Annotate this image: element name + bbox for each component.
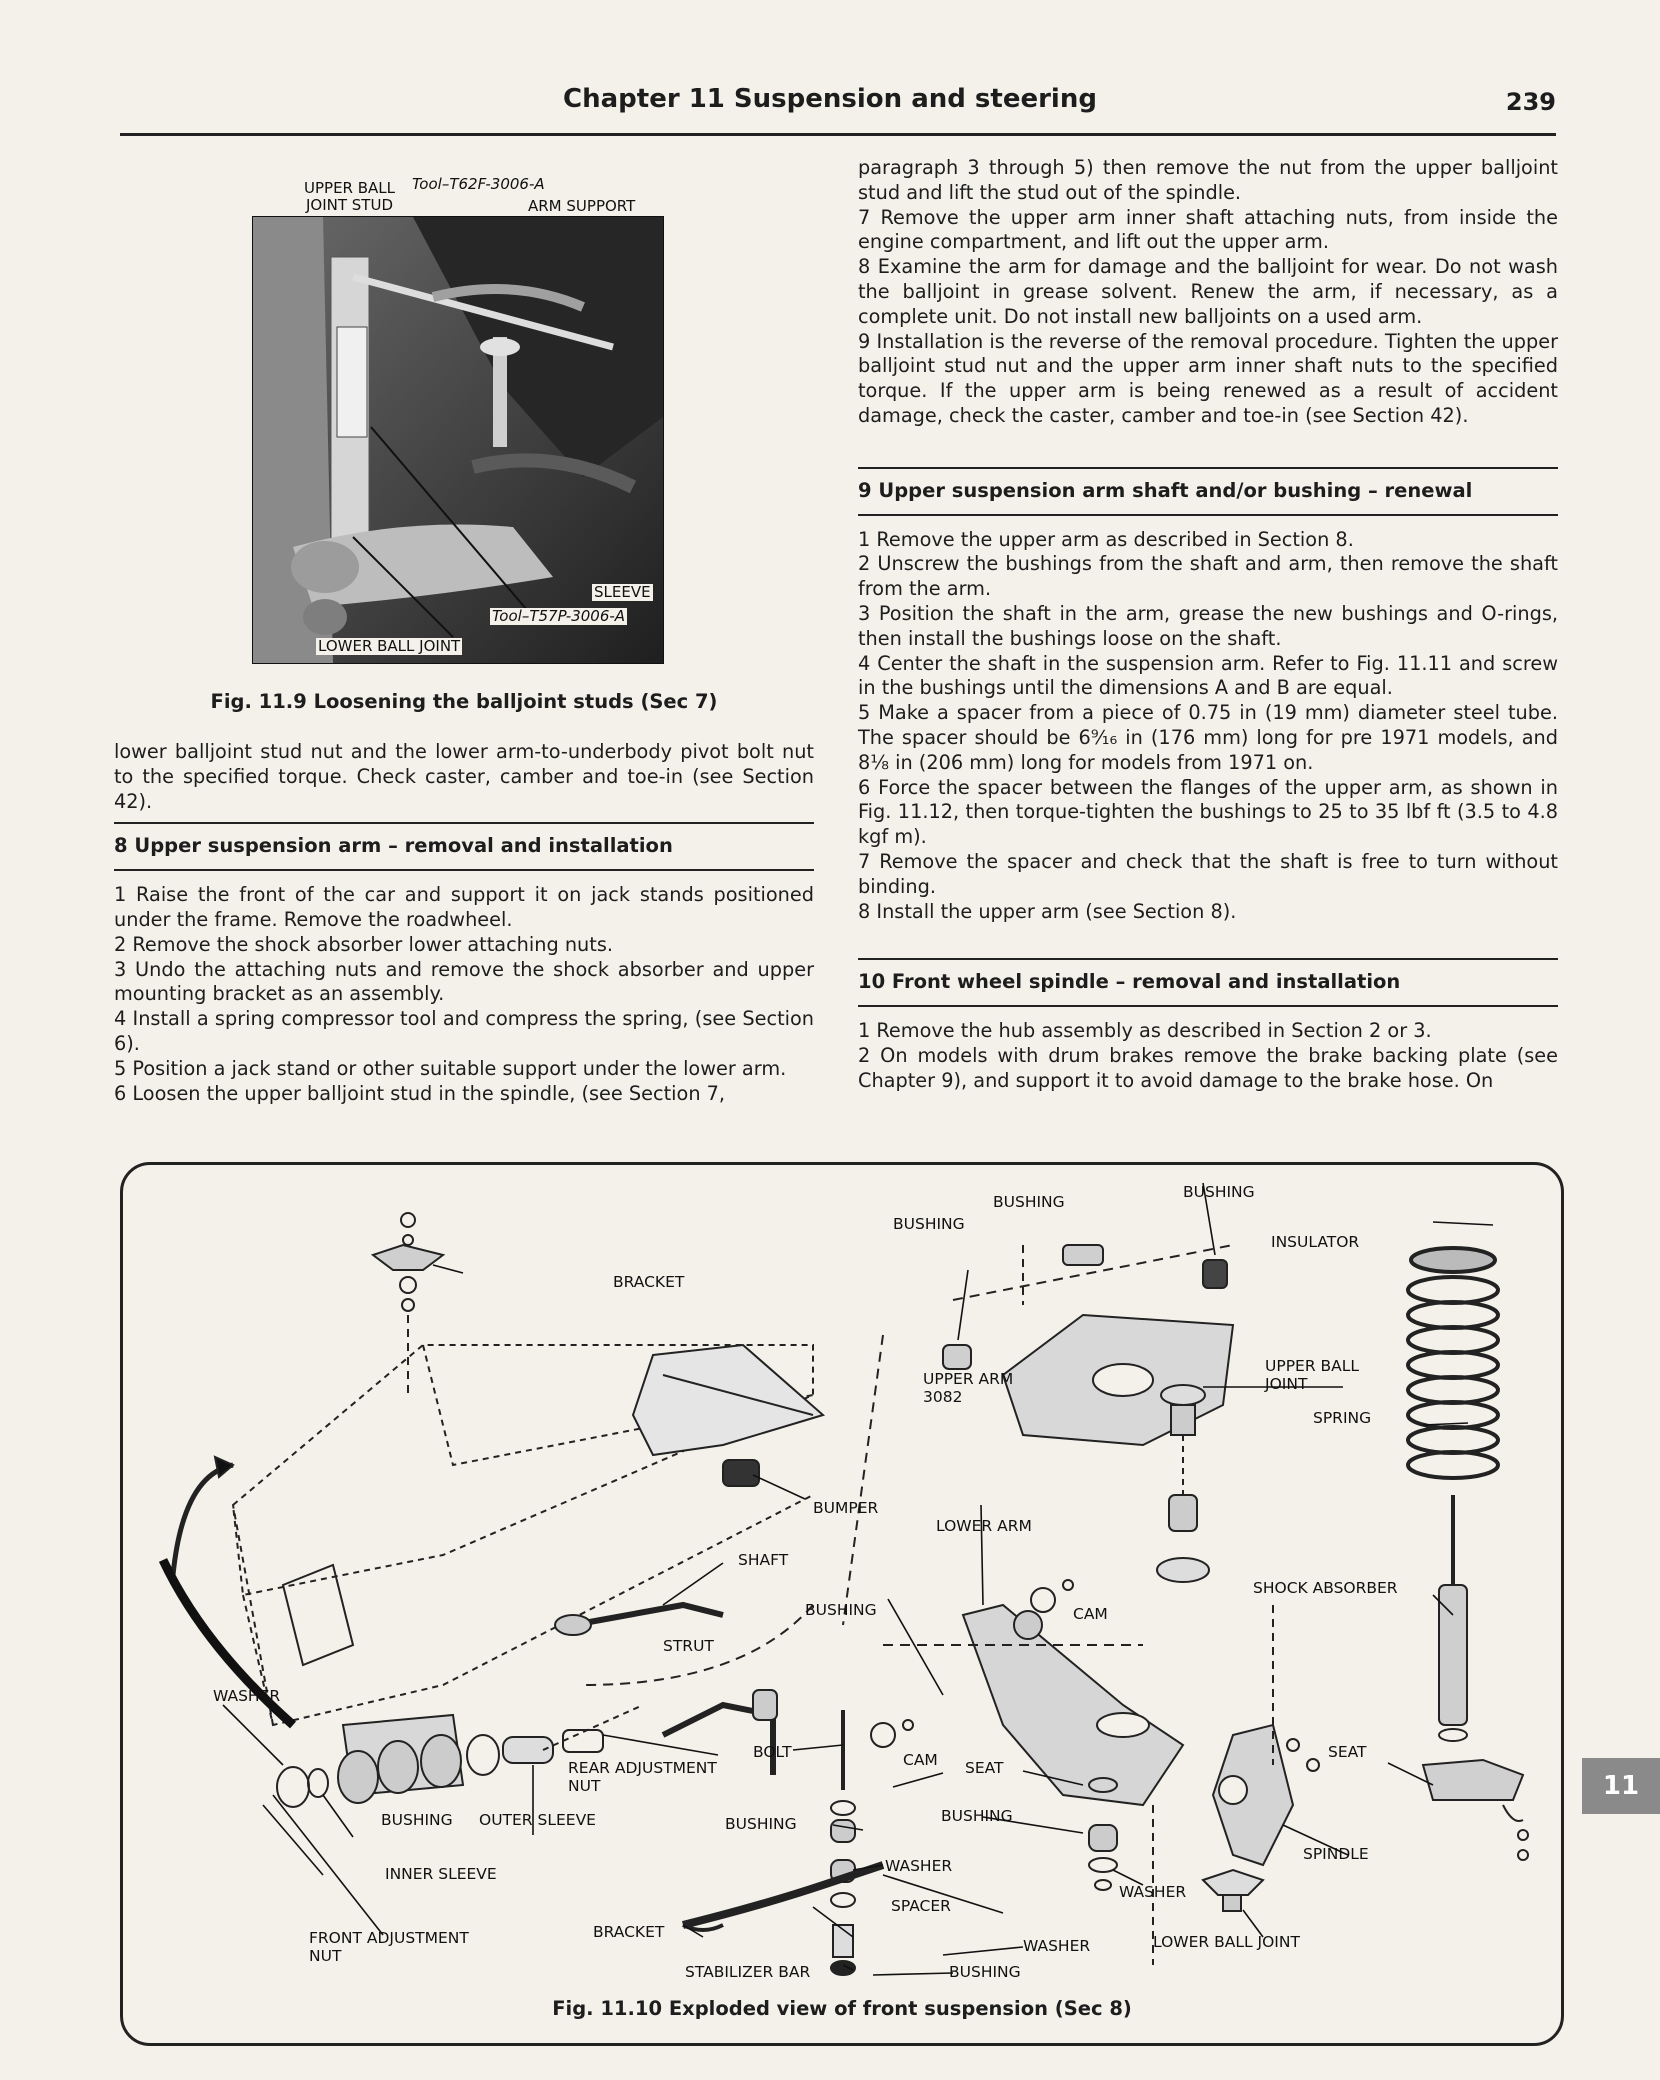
figure-11-9-caption: Fig. 11.9 Loosening the balljoint studs (Sec 7): [210, 690, 718, 713]
label-bushing-stabilizer: BUSHING: [725, 1815, 797, 1833]
callout-sleeve: SLEEVE: [594, 583, 651, 601]
callout-tool-t62f: Tool–T62F-3006-A: [412, 175, 545, 193]
section-9-step: 4 Center the shaft in the suspension arm. Refer to Fig. 11.11 and screw in the bushings until the dimensions A and B are equal.: [858, 651, 1558, 700]
label-bushing-upper-right: BUSHING: [1183, 1183, 1255, 1201]
section-9-step: 2 Unscrew the bushings from the shaft and arm, then remove the shaft from the arm.: [858, 552, 1558, 601]
label-washer-stabilizer: WASHER: [885, 1857, 953, 1875]
right-continued-step: 8 Examine the arm for damage and the balljoint for wear. Do not wash the balljoint in grease solvent. Renew the arm, if necessary, as a complete unit. Do not install new balljoints on a used arm.: [858, 255, 1558, 328]
right-continued-step: 9 Installation is the reverse of the removal procedure. Tighten the upper balljoint stud nut and the upper arm inner shaft nuts to the specified torque. If the upper arm is being renewed as a result of accident damage, check the caster, camber and toe-in (see Section 42).: [858, 329, 1558, 427]
section-10-heading: 10 Front wheel spindle – removal and installation: [858, 958, 1558, 1007]
exploded-diagram-frame: [120, 1162, 1564, 2046]
label-upper-arm: UPPER ARM 3082: [923, 1370, 1014, 1406]
section-9-heading: 9 Upper suspension arm shaft and/or bushing – renewal: [858, 467, 1558, 516]
label-bushing-upper-mid: BUSHING: [993, 1193, 1065, 1211]
section-8-step: 2 Remove the shock absorber lower attaching nuts.: [114, 932, 614, 956]
label-strut: STRUT: [663, 1637, 714, 1655]
section-10-step: 1 Remove the hub assembly as described in Section 2 or 3.: [858, 1019, 1432, 1043]
label-bolt: BOLT: [753, 1743, 792, 1761]
label-cam-upper: CAM: [1073, 1605, 1108, 1623]
label-stabilizer-bar: STABILIZER BAR: [685, 1963, 811, 1981]
label-inner-sleeve: INNER SLEEVE: [385, 1865, 497, 1883]
label-outer-sleeve: OUTER SLEEVE: [479, 1811, 596, 1829]
label-washer-left: WASHER: [213, 1687, 281, 1705]
label-spindle: SPINDLE: [1303, 1845, 1369, 1863]
label-shock-absorber: SHOCK ABSORBER: [1253, 1579, 1398, 1597]
label-insulator: INSULATOR: [1271, 1233, 1360, 1251]
label-shaft: SHAFT: [738, 1551, 789, 1569]
section-9-step: 5 Make a spacer from a piece of 0.75 in (19 mm) diameter steel tube. The spacer should be 6⁹⁄₁₆ in (176 mm) long for pre 1971 models, and 8⅛ in (206 mm) long for models from 1971 on.: [858, 701, 1558, 774]
section-8-step: 1 Raise the front of the car and support it on jack stands positioned under the frame. Remove the roadwheel.: [114, 883, 814, 931]
label-bracket-top: BRACKET: [613, 1273, 685, 1291]
section-8-heading: 8 Upper suspension arm – removal and installation: [114, 822, 814, 871]
section-9-step: 1 Remove the upper arm as described in Section 8.: [858, 527, 1354, 551]
callout-tool-t57p: Tool–T57P-3006-A: [492, 607, 626, 625]
label-bracket-bottom: BRACKET: [593, 1923, 665, 1941]
label-bushing-upper-left: BUSHING: [893, 1215, 965, 1233]
chapter-tab: 11: [1582, 1758, 1660, 1814]
section-8-step: 3 Undo the attaching nuts and remove the shock absorber and upper mounting bracket as an assembly.: [114, 957, 814, 1006]
section-10-step: 2 On models with drum brakes remove the brake backing plate (see Chapter 9), and support it to avoid damage to the brake hose. On: [858, 1043, 1558, 1092]
label-spacer: SPACER: [891, 1897, 951, 1915]
label-front-adjustment-nut: FRONT ADJUSTMENT NUT: [309, 1929, 469, 1965]
left-column: [114, 740, 814, 1106]
label-seat-lower-arm: SEAT: [965, 1759, 1004, 1777]
figure-11-10-caption: Fig. 11.10 Exploded view of front suspension (Sec 8): [552, 1997, 1132, 2020]
label-washer-seat: WASHER: [1119, 1883, 1187, 1901]
label-bushing-seat-stack: BUSHING: [941, 1807, 1013, 1825]
section-9-step: 3 Position the shaft in the arm, grease the new bushings and O-rings, then install the bushings loose on the shaft.: [858, 601, 1558, 650]
label-upper-ball-joint: UPPER BALL JOINT: [1265, 1357, 1360, 1393]
section-9-step: 8 Install the upper arm (see Section 8).: [858, 899, 1237, 923]
right-continued-step: paragraph 3 through 5) then remove the nut from the upper balljoint stud and lift the stud out of the spindle.: [858, 156, 1558, 204]
label-bushing-adjuster: BUSHING: [381, 1811, 453, 1829]
label-cam-lower: CAM: [903, 1751, 938, 1769]
label-lower-arm: LOWER ARM: [936, 1517, 1032, 1535]
page-number: 239: [1505, 88, 1556, 116]
section-9-steps: [858, 528, 1558, 925]
continued-paragraph: lower balljoint stud nut and the lower arm-to-underbody pivot bolt nut to the specified torque. Check caster, camber and toe-in (see Section 42).: [114, 740, 814, 813]
callout-lower-ball-joint: LOWER BALL JOINT: [318, 637, 461, 655]
section-8-steps: [114, 883, 814, 1106]
label-washer-bottom: WASHER: [1023, 1937, 1091, 1955]
section-8-step: 4 Install a spring compressor tool and compress the spring, (see Section 6).: [114, 1007, 814, 1055]
label-spring: SPRING: [1313, 1409, 1372, 1427]
label-seat-spring: SEAT: [1328, 1743, 1367, 1761]
label-lower-ball-joint: LOWER BALL JOINT: [1153, 1933, 1300, 1951]
label-bushing-bottom: BUSHING: [949, 1963, 1021, 1981]
header-rule: [120, 133, 1556, 136]
section-8-step: 6 Loosen the upper balljoint stud in the spindle, (see Section 7,: [114, 1081, 726, 1105]
callout-arm-support: ARM SUPPORT: [528, 197, 636, 215]
callout-upper-ball-joint-stud: UPPER BALL JOINT STUD: [304, 179, 396, 214]
section-10-steps: [858, 1019, 1558, 1093]
right-continued-step: 7 Remove the upper arm inner shaft attaching nuts, from inside the engine compartment, and lift out the upper arm.: [858, 205, 1558, 254]
right-column: [858, 156, 1558, 1094]
label-bushing-lower-arm: BUSHING: [805, 1601, 877, 1619]
section-9-step: 6 Force the spacer between the flanges of the upper arm, as shown in Fig. 11.12, then torque-tighten the bushings to 25 to 35 lbf ft (3.5 to 4.8 kgf m).: [858, 775, 1558, 849]
section-8-step: 5 Position a jack stand or other suitable support under the lower arm.: [114, 1056, 787, 1080]
section-9-step: 7 Remove the spacer and check that the shaft is free to turn without binding.: [858, 849, 1558, 898]
label-bumper: BUMPER: [813, 1499, 879, 1517]
label-rear-adjustment-nut: REAR ADJUSTMENT NUT: [568, 1759, 717, 1795]
chapter-title: Chapter 11 Suspension and steering: [563, 84, 1097, 114]
